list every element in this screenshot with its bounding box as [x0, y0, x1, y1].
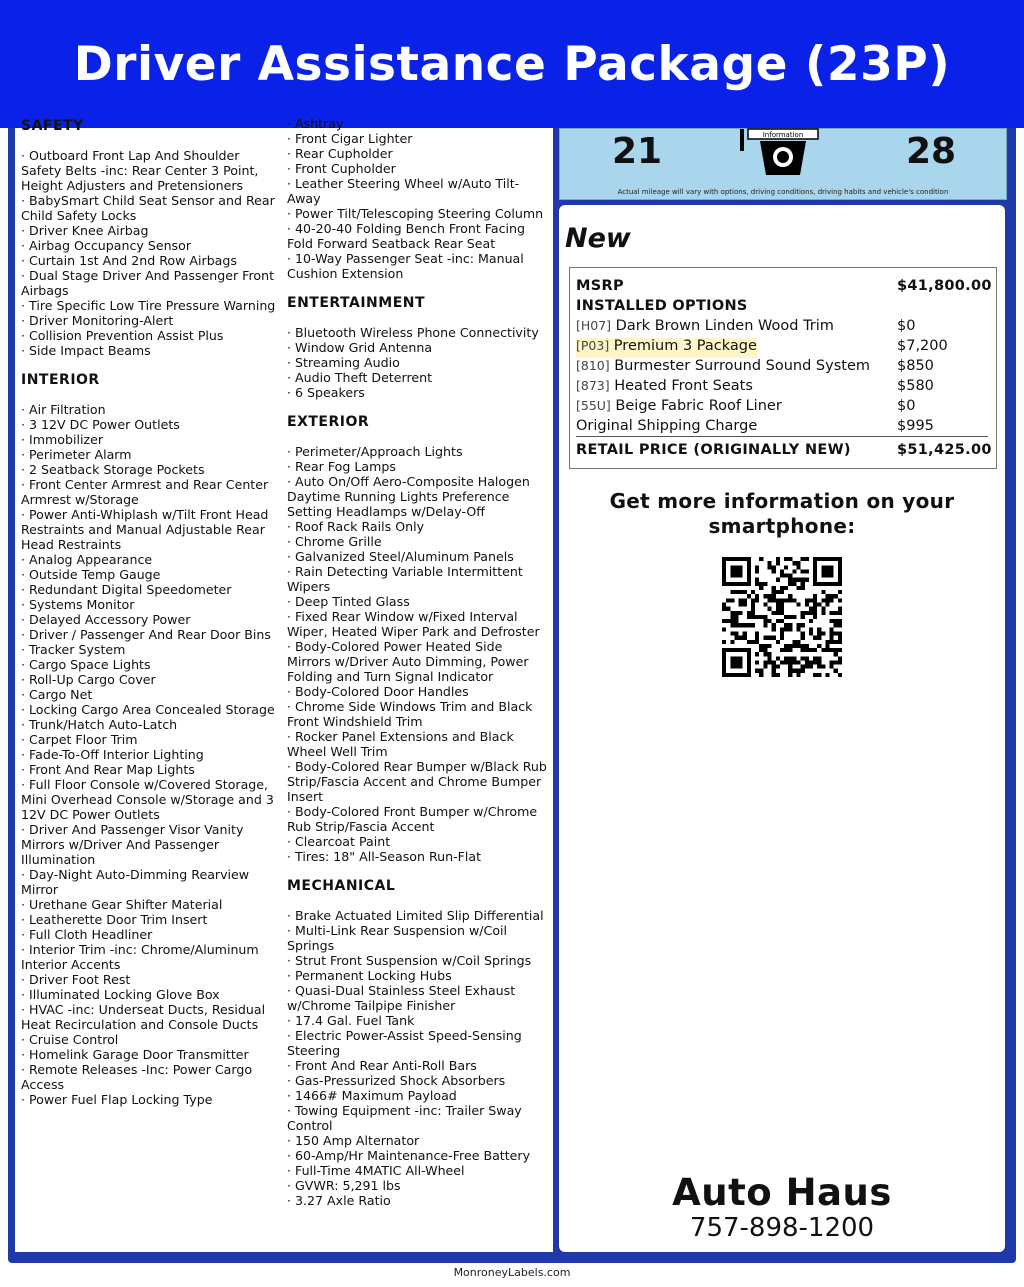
feature-item: · Driver Monitoring-Alert [21, 313, 283, 328]
feature-item: · Front Center Armrest and Rear Center Armrest w/Storage [21, 477, 283, 507]
feature-item: · Streaming Audio [287, 355, 549, 370]
feature-item: · Dual Stage Driver And Passenger Front Airbags [21, 268, 283, 298]
shipping-row [576, 418, 988, 438]
feature-item: · Fixed Rear Window w/Fixed Interval Wiper, Heated Wiper Park and Defroster [287, 609, 549, 639]
feature-item: · Galvanized Steel/Aluminum Panels [287, 549, 549, 564]
feature-item: · Urethane Gear Shifter Material [21, 897, 283, 912]
feature-item: · Collision Prevention Assist Plus [21, 328, 283, 343]
seating-list [287, 116, 549, 281]
feature-item: · Power Fuel Flap Locking Type [21, 1092, 283, 1107]
feature-item: · Chrome Side Windows Trim and Black Front Windshield Trim [287, 699, 549, 729]
feature-item: · Body-Colored Rear Bumper w/Black Rub Strip/Fascia Accent and Chrome Bumper Insert [287, 759, 549, 804]
installed-options-heading: INSTALLED OPTIONS [576, 298, 748, 314]
feature-item: · Permanent Locking Hubs [287, 968, 549, 983]
pump-label: Information [762, 131, 804, 139]
feature-item: · Chrome Grille [287, 534, 549, 549]
option-row [576, 338, 988, 358]
option-code: [H07] [576, 318, 612, 333]
option-row [576, 378, 988, 398]
feature-item: · Power Tilt/Telescoping Steering Column [287, 206, 549, 221]
feature-item: · Remote Releases -Inc: Power Cargo Access [21, 1062, 283, 1092]
feature-item: · Front Cigar Lighter [287, 131, 549, 146]
feature-item: · 3.27 Axle Ratio [287, 1193, 549, 1208]
feature-item: · 60-Amp/Hr Maintenance-Free Battery [287, 1148, 549, 1163]
feature-item: · BabySmart Child Seat Sensor and Rear Child Safety Locks [21, 193, 283, 223]
feature-item: · Locking Cargo Area Concealed Storage [21, 702, 283, 717]
feature-item: · Clearcoat Paint [287, 834, 549, 849]
mechanical-heading: MECHANICAL [287, 878, 396, 894]
entertainment-list [287, 325, 549, 400]
feature-item: · Full-Time 4MATIC All-Wheel [287, 1163, 549, 1178]
exterior-list [287, 444, 549, 864]
option-code: [55U] [576, 398, 611, 413]
feature-item: · Leather Steering Wheel w/Auto Tilt-Away [287, 176, 549, 206]
retail-value: $51,425.00 [897, 442, 992, 458]
option-price: $580 [897, 378, 934, 394]
feature-item: · Front Cupholder [287, 161, 549, 176]
banner-title: Driver Assistance Package (23P) [73, 36, 951, 92]
feature-item: · Tires: 18" All-Season Run-Flat [287, 849, 549, 864]
feature-item: · Air Filtration [21, 402, 283, 417]
safety-list [21, 148, 283, 358]
feature-item: · Carpet Floor Trim [21, 732, 283, 747]
feature-item: · Immobilizer [21, 432, 283, 447]
shipping-value: $995 [897, 418, 934, 434]
feature-item: · Tire Specific Low Tire Pressure Warning [21, 298, 283, 313]
feature-item: · 40-20-40 Folding Bench Front Facing Fold Forward Seatback Rear Seat [287, 221, 549, 251]
qr-code-icon[interactable] [722, 557, 842, 677]
feature-item: · Quasi-Dual Stainless Steel Exhaust w/Chrome Tailpipe Finisher [287, 983, 549, 1013]
msrp-label: MSRP [576, 278, 624, 294]
option-price: $7,200 [897, 338, 948, 354]
retail-label: RETAIL PRICE (ORIGINALLY NEW) [576, 442, 851, 458]
price-divider [576, 436, 988, 437]
feature-item: · Rear Fog Lamps [287, 459, 549, 474]
option-name: Premium 3 Package [609, 338, 757, 354]
feature-item: · Ashtray [287, 116, 549, 131]
feature-item: · Cruise Control [21, 1032, 283, 1047]
feature-item: · Window Grid Antenna [287, 340, 549, 355]
feature-item: · HVAC -inc: Underseat Ducts, Residual Heat Recirculation and Console Ducts [21, 1002, 283, 1032]
feature-item: · Rain Detecting Variable Intermittent Wipers [287, 564, 549, 594]
feature-item: · Body-Colored Door Handles [287, 684, 549, 699]
option-price: $0 [897, 398, 916, 414]
feature-item: · Gas-Pressurized Shock Absorbers [287, 1073, 549, 1088]
mileage-note: Actual mileage will vary with options, driving conditions, driving habits and vehicle's condition [617, 188, 949, 196]
feature-item: · Towing Equipment -inc: Trailer Sway Control [287, 1103, 549, 1133]
option-row [576, 398, 988, 418]
footer-credit: MonroneyLabels.com [453, 1266, 571, 1279]
exterior-heading: EXTERIOR [287, 414, 370, 430]
pricing-panel [559, 205, 1005, 1252]
feature-item: · Electric Power-Assist Speed-Sensing Steering [287, 1028, 549, 1058]
feature-item: · Body-Colored Front Bumper w/Chrome Rub Strip/Fascia Accent [287, 804, 549, 834]
feature-item: · Auto On/Off Aero-Composite Halogen Daytime Running Lights Preference Setting Headlamps w/Delay-Off [287, 474, 549, 519]
feature-item: · Outboard Front Lap And Shoulder Safety Belts -inc: Rear Center 3 Point, Height Adjusters and Pretensioners [21, 148, 283, 193]
feature-item: · 1466# Maximum Payload [287, 1088, 549, 1103]
option-price: $850 [897, 358, 934, 374]
option-row [576, 318, 988, 338]
option-name: Burmester Surround Sound System [609, 358, 871, 374]
feature-item: · Rear Cupholder [287, 146, 549, 161]
option-name: Heated Front Seats [609, 378, 753, 394]
interior-heading: INTERIOR [21, 372, 100, 388]
safety-heading: SAFETY [21, 118, 84, 134]
feature-item: · Outside Temp Gauge [21, 567, 283, 582]
feature-item: · Full Floor Console w/Covered Storage, Mini Overhead Console w/Storage and 3 12V DC Power Outlets [21, 777, 283, 822]
feature-item: · Analog Appearance [21, 552, 283, 567]
feature-item: · Side Impact Beams [21, 343, 283, 358]
feature-item: · Day-Night Auto-Dimming Rearview Mirror [21, 867, 283, 897]
feature-item: · Trunk/Hatch Auto-Latch [21, 717, 283, 732]
feature-item: · 2 Seatback Storage Pockets [21, 462, 283, 477]
feature-item: · Airbag Occupancy Sensor [21, 238, 283, 253]
highway-mpg: 28 [906, 131, 957, 172]
feature-item: · Multi-Link Rear Suspension w/Coil Springs [287, 923, 549, 953]
feature-item: · Bluetooth Wireless Phone Connectivity [287, 325, 549, 340]
option-name: Dark Brown Linden Wood Trim [611, 318, 834, 334]
feature-item: · Body-Colored Power Heated Side Mirrors w/Driver Auto Dimming, Power Folding and Turn Signal Indicator [287, 639, 549, 684]
feature-item: · Front And Rear Map Lights [21, 762, 283, 777]
msrp-row [576, 278, 992, 298]
feature-item: · Brake Actuated Limited Slip Differential [287, 908, 549, 923]
feature-item: · 10-Way Passenger Seat -inc: Manual Cushion Extension [287, 251, 549, 281]
feature-item: · Cargo Space Lights [21, 657, 283, 672]
option-code: [810] [576, 358, 610, 373]
option-code: [873] [576, 378, 610, 393]
feature-item: · Fade-To-Off Interior Lighting [21, 747, 283, 762]
retail-row [576, 442, 992, 462]
feature-item: · Systems Monitor [21, 597, 283, 612]
feature-item: · Delayed Accessory Power [21, 612, 283, 627]
features-panel [15, 116, 553, 1252]
feature-item: · Driver Foot Rest [21, 972, 283, 987]
feature-item: · Driver / Passenger And Rear Door Bins [21, 627, 283, 642]
feature-item: · Roll-Up Cargo Cover [21, 672, 283, 687]
shipping-label: Original Shipping Charge [576, 418, 758, 434]
feature-item: · Cargo Net [21, 687, 283, 702]
title-banner [0, 0, 1024, 128]
option-code: [P03] [576, 338, 610, 353]
feature-item: · Leatherette Door Trim Insert [21, 912, 283, 927]
interior-list [21, 402, 283, 1107]
feature-item: · Audio Theft Deterrent [287, 370, 549, 385]
price-box [569, 267, 997, 469]
feature-item: · Driver And Passenger Visor Vanity Mirrors w/Driver And Passenger Illumination [21, 822, 283, 867]
features-column-1 [21, 118, 283, 1107]
feature-item: · Rocker Panel Extensions and Black Wheel Well Trim [287, 729, 549, 759]
fuel-economy-box [559, 128, 1007, 200]
feature-item: · Front And Rear Anti-Roll Bars [287, 1058, 549, 1073]
msrp-value: $41,800.00 [897, 278, 992, 294]
feature-item: · Strut Front Suspension w/Coil Springs [287, 953, 549, 968]
option-name: Beige Fabric Roof Liner [610, 398, 782, 414]
dealer-name: Auto Haus [672, 1171, 892, 1214]
feature-item: · Power Anti-Whiplash w/Tilt Front Head Restraints and Manual Adjustable Rear Head Restraints [21, 507, 283, 552]
feature-item: · Perimeter Alarm [21, 447, 283, 462]
feature-item: · Tracker System [21, 642, 283, 657]
feature-item: · Interior Trim -inc: Chrome/Aluminum Interior Accents [21, 942, 283, 972]
option-price: $0 [897, 318, 916, 334]
feature-item: · 150 Amp Alternator [287, 1133, 549, 1148]
smartphone-info: Get more information on your smartphone: [609, 489, 955, 538]
entertainment-heading: ENTERTAINMENT [287, 295, 426, 311]
feature-item: · 17.4 Gal. Fuel Tank [287, 1013, 549, 1028]
feature-item: · Redundant Digital Speedometer [21, 582, 283, 597]
feature-item: · 3 12V DC Power Outlets [21, 417, 283, 432]
feature-item: · Curtain 1st And 2nd Row Airbags [21, 253, 283, 268]
feature-item: · Driver Knee Airbag [21, 223, 283, 238]
fuel-pump-icon [738, 129, 828, 181]
vehicle-condition: New [565, 223, 631, 254]
feature-item: · Homelink Garage Door Transmitter [21, 1047, 283, 1062]
city-mpg: 21 [612, 131, 663, 172]
feature-item: · Full Cloth Headliner [21, 927, 283, 942]
option-row [576, 358, 988, 378]
feature-item: · Deep Tinted Glass [287, 594, 549, 609]
mechanical-list [287, 908, 549, 1208]
dealer-phone: 757-898-1200 [689, 1213, 875, 1243]
feature-item: · Roof Rack Rails Only [287, 519, 549, 534]
features-column-2 [287, 116, 549, 1208]
feature-item: · Illuminated Locking Glove Box [21, 987, 283, 1002]
feature-item: · Perimeter/Approach Lights [287, 444, 549, 459]
feature-item: · GVWR: 5,291 lbs [287, 1178, 549, 1193]
feature-item: · 6 Speakers [287, 385, 549, 400]
